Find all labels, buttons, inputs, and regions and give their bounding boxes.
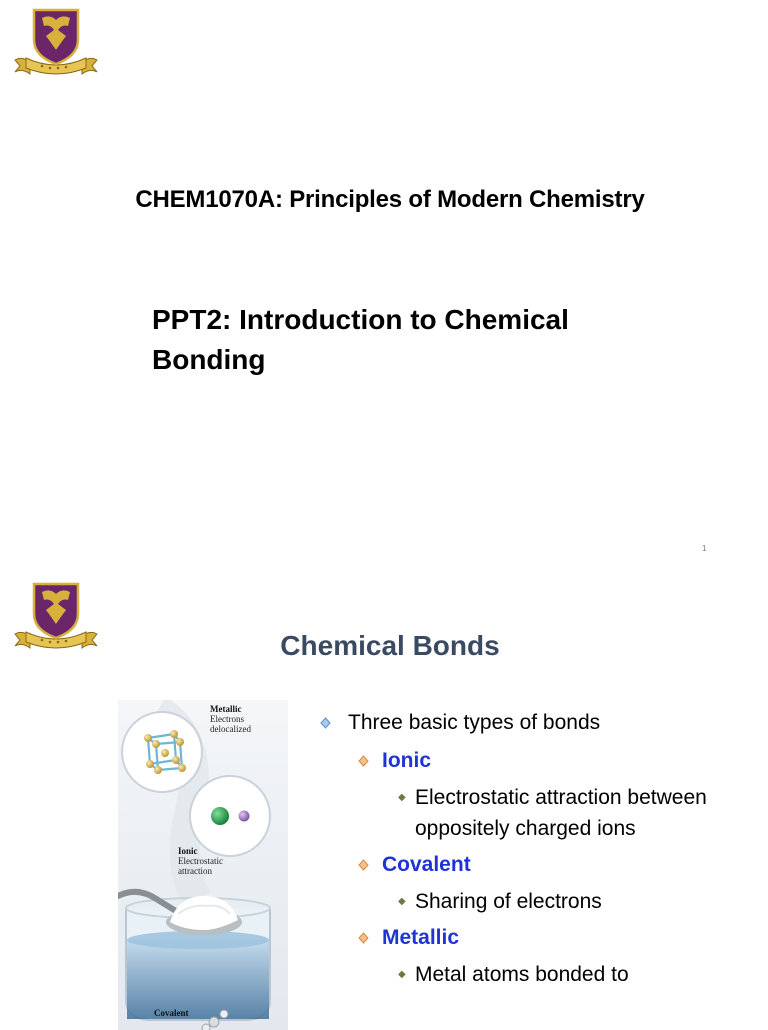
ionic-desc-line2: attraction <box>178 866 212 876</box>
ionic-heading: Ionic <box>382 749 432 772</box>
metallic-desc-line1: Electrons <box>210 714 244 724</box>
anion-sphere <box>211 807 229 825</box>
metallic-desc-line2: delocalized <box>210 724 251 734</box>
covalent-heading: Covalent <box>382 853 471 876</box>
metallic-description: Metal atoms bonded to <box>415 963 629 986</box>
diamond-bullet-icon <box>358 923 369 962</box>
ionic-circle <box>190 776 270 856</box>
university-crest-logo <box>12 6 100 78</box>
course-title: CHEM1070A: Principles of Modern Chemistry <box>135 186 645 213</box>
small-diamond-bullet-icon: ◆ <box>398 896 406 907</box>
bond-types-illustration <box>118 700 288 1030</box>
list-item <box>318 923 758 953</box>
diamond-bullet-icon <box>320 708 331 747</box>
lecture-title: PPT2: Introduction to Chemical Bonding <box>152 304 569 375</box>
ionic-description: Electrostatic attraction between oppositely charged ions <box>415 786 707 840</box>
list-item <box>318 850 758 880</box>
ionic-label: Ionic <box>178 846 198 856</box>
list-item <box>318 782 758 844</box>
diamond-bullet-icon <box>358 850 369 889</box>
covalent-label: Covalent <box>154 1008 189 1018</box>
covalent-description: Sharing of electrons <box>415 890 602 913</box>
chemical-bonds-slide <box>0 572 768 1024</box>
bond-types-intro: Three basic types of bonds <box>348 711 601 734</box>
bond-types-list <box>318 708 758 996</box>
list-item <box>318 959 758 990</box>
list-item <box>318 708 758 738</box>
list-item <box>318 746 758 776</box>
cation-sphere <box>239 811 250 822</box>
list-item <box>318 886 758 917</box>
metallic-heading: Metallic <box>382 926 460 949</box>
page-number: 1 <box>702 544 707 553</box>
slide-title: Chemical Bonds <box>280 630 500 661</box>
ionic-desc-line1: Electrostatic <box>178 856 223 866</box>
small-diamond-bullet-icon: ◆ <box>398 969 406 980</box>
diamond-bullet-icon <box>358 746 369 785</box>
small-diamond-bullet-icon: ◆ <box>398 792 406 803</box>
metallic-label: Metallic <box>210 704 242 714</box>
